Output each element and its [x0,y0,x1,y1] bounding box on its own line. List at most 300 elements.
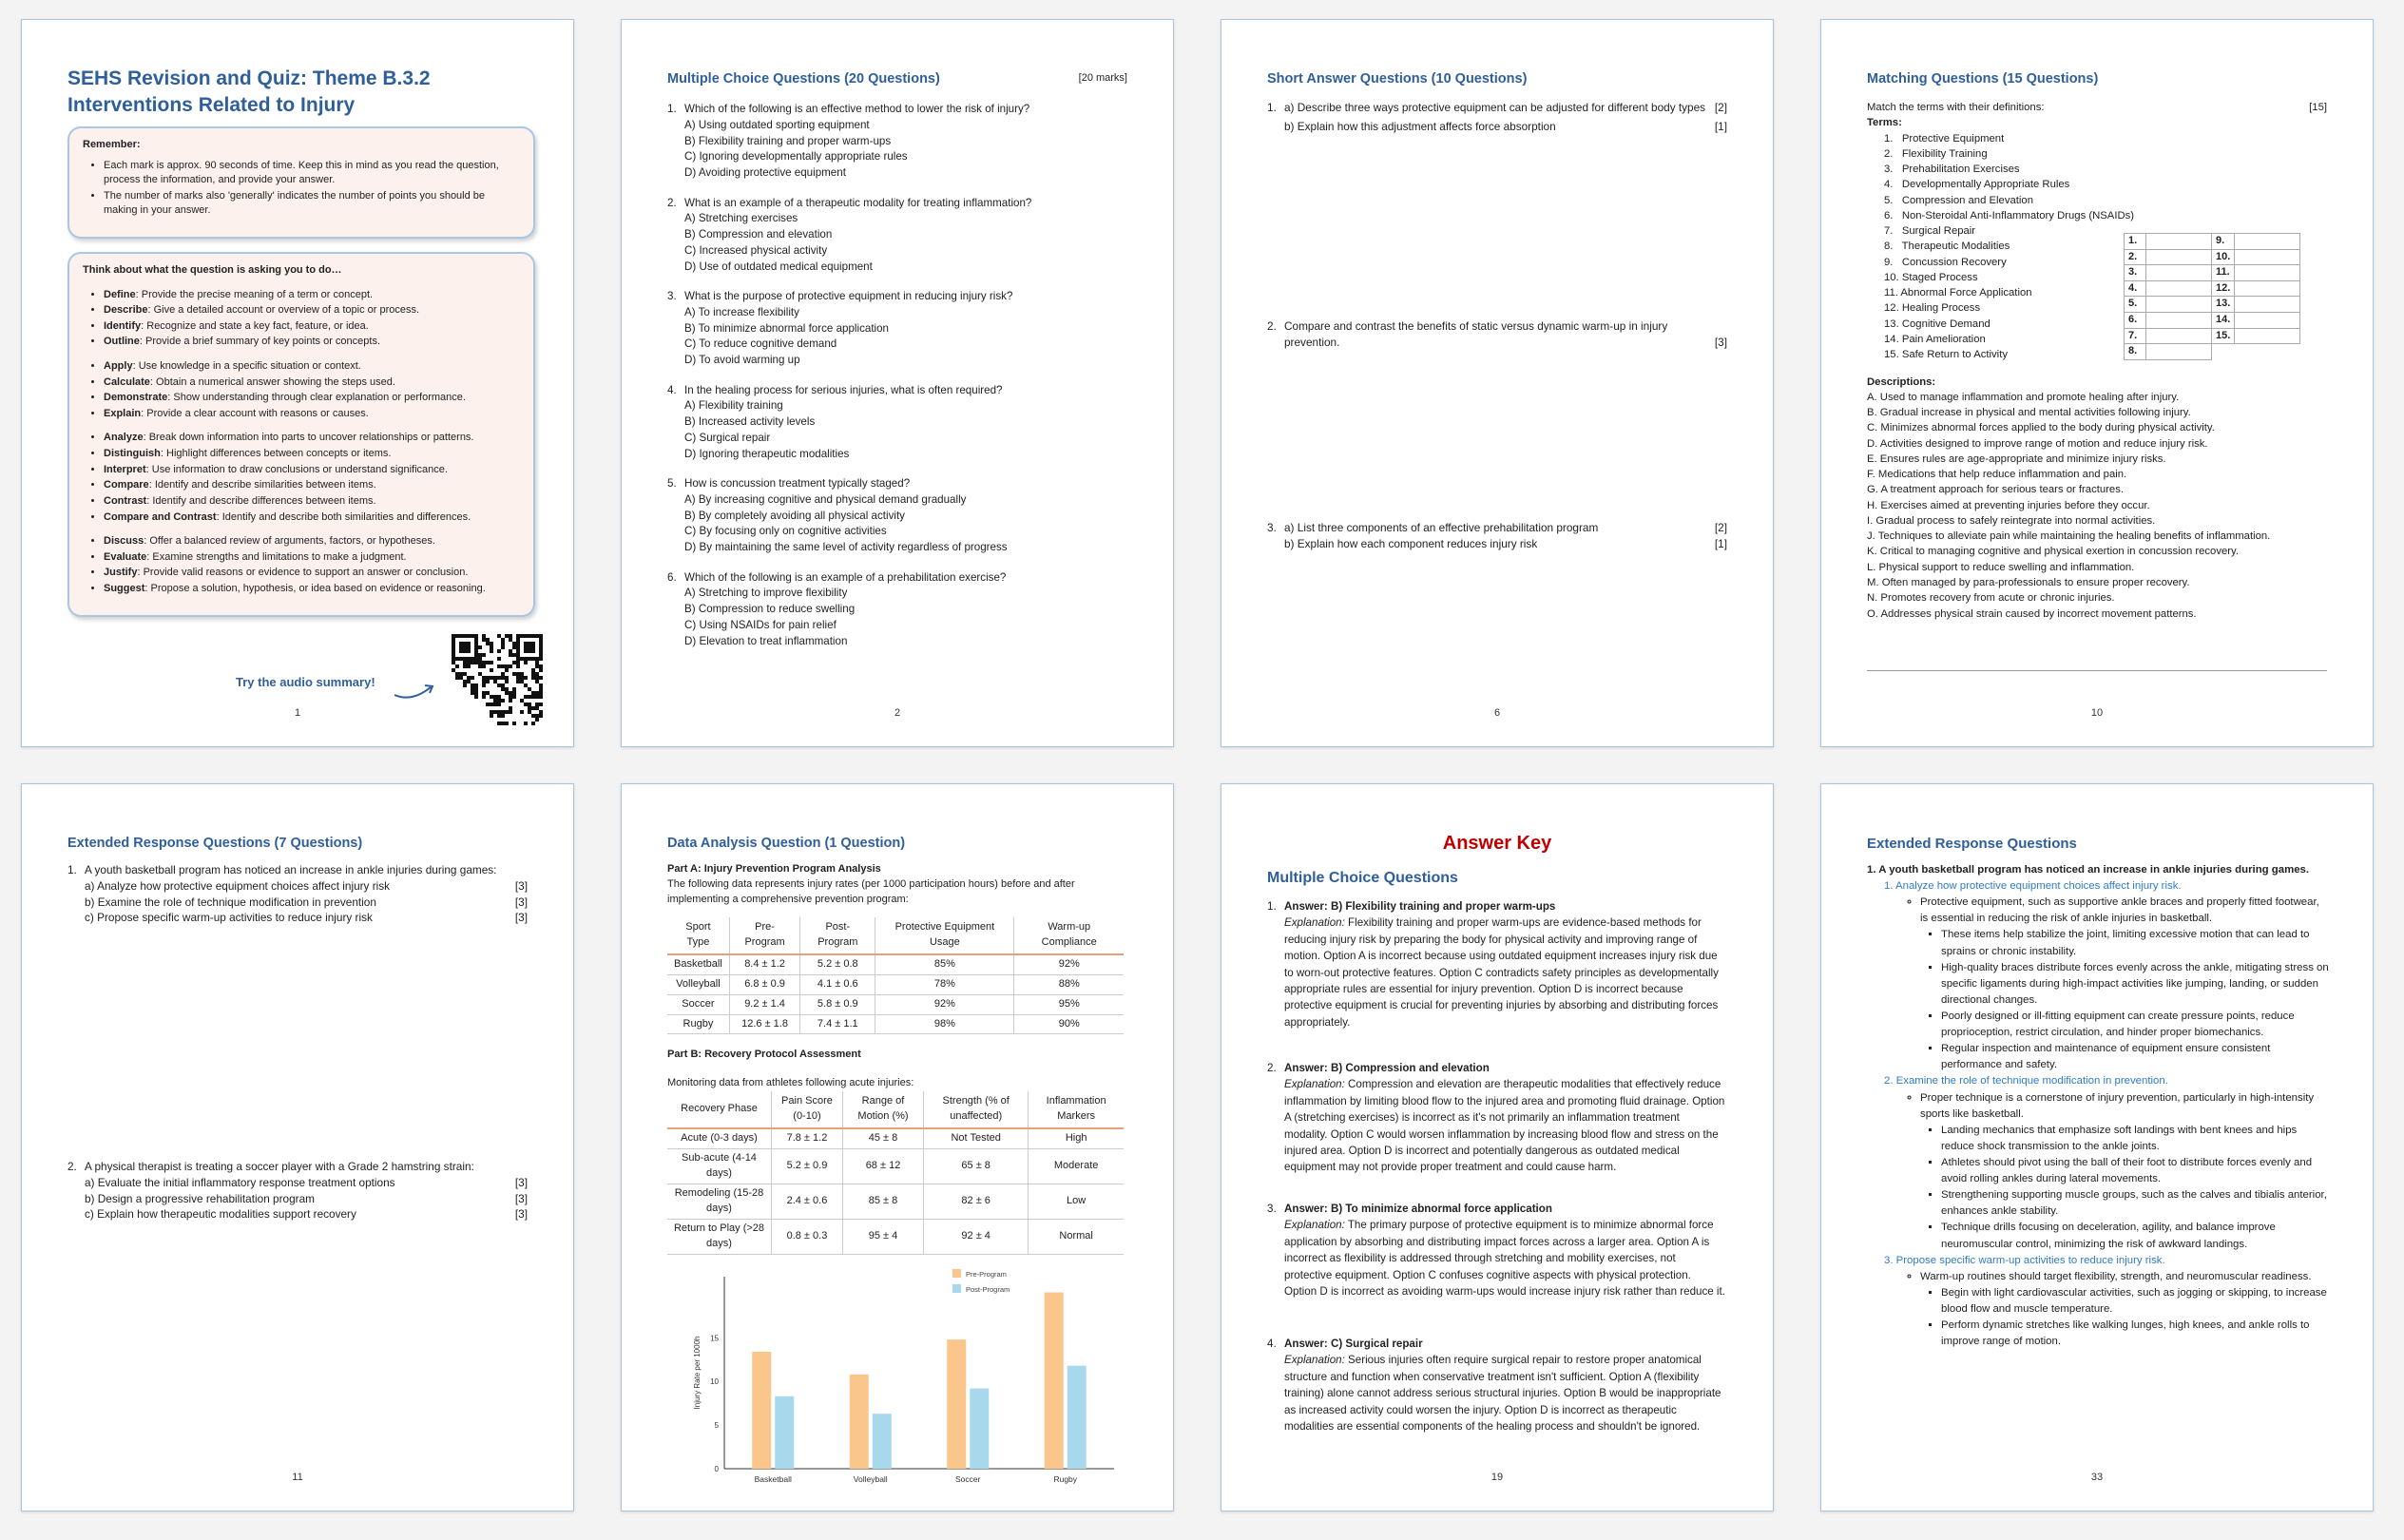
table-cell: 45 ± 8 [842,1128,923,1148]
command-term-item: • Justify: Provide valid reasons or evidence to support an answer or conclusion. [104,566,520,581]
command-terms-groups [83,288,520,597]
part-marks: [1] [1714,119,1727,133]
command-term-definition: Show understanding through clear explanation or performance. [173,392,466,404]
x-tick-label: Soccer [955,1474,981,1484]
answer-option: A) Stretching exercises [684,212,798,225]
answer-cell[interactable] [2235,234,2300,250]
mcq-question [667,196,1127,276]
page-number: 11 [292,1472,303,1484]
description-item: F. Medications that help reduce inflammation and pain. [1867,469,2127,481]
section-title: Extended Response Questions [1867,836,2077,852]
question-part [67,1206,528,1222]
mcq-question [667,570,1127,650]
description-item: M. Often managed by para-professionals to ensure proper recovery. [1867,576,2190,588]
answer-lead [1920,1269,2329,1351]
injury-rate-table [667,917,1124,1035]
description-item: O. Addresses physical strain caused by incorrect movement patterns. [1867,607,2197,620]
answer-number: 3. [1267,1203,1277,1215]
answer-option: D) Avoiding protective equipment [684,166,846,180]
term-item: 13. Cognitive Demand [1884,318,1991,330]
table-cell: 2.4 ± 0.6 [772,1184,843,1220]
command-term-item: • Apply: Use knowledge in a specific situation or context. [104,359,520,375]
page-10 [1820,19,2374,747]
remember-item: • The number of marks also 'generally' indicates the number of points you should be making in your answer. [104,189,520,219]
command-term-definition: Offer a balanced review of arguments, factors, or hypotheses. [149,535,435,548]
table-cell: 0.8 ± 0.3 [772,1219,843,1254]
part-text: c) Explain how therapeutic modalities support recovery [85,1207,356,1222]
table-row [667,1219,1124,1254]
answer-point: ▪ Begin with light cardiovascular activities, such as jogging or skipping, to increase blood flow and muscle temperature. [1941,1285,2329,1318]
command-term: Distinguish [104,448,161,460]
bar-rugby-0 [1045,1293,1064,1469]
answer-cell[interactable] [2235,313,2300,329]
term-item: 2. Flexibility Training [1884,147,1988,160]
command-terms-box [67,252,535,617]
answer-cell[interactable] [2146,297,2212,313]
part-text: b) Examine the role of technique modification in prevention [85,895,376,909]
extended-answer-question: 1. A youth basketball program has noticed an increase in ankle injuries during games. [1867,864,2310,876]
table-cell: 92% [875,994,1014,1014]
answer-option: C) Ignoring developmentally appropriate rules [684,150,908,164]
answer-explanation [1267,1352,1725,1434]
answer-option: D) Elevation to treat inflammation [684,634,848,647]
command-term-definition: Use information to draw conclusions or understand significance. [151,463,448,475]
terms-heading: Terms: [1867,117,1902,129]
answer-cell[interactable] [2146,344,2212,360]
page-number: 2 [894,707,901,720]
grid-number: 1. [2125,234,2146,250]
answer-key-subtitle: Multiple Choice Questions [1267,870,1458,886]
part-marks: [3] [514,895,528,909]
section-title: Data Analysis Question (1 Question) [667,836,906,851]
grid-number: 8. [2125,344,2146,360]
answer-option: C) By focusing only on cognitive activities [684,525,887,538]
answer-grid-row [2125,249,2300,265]
term-item: 6. Non-Steroidal Anti-Inflammatory Drugs (NSAIDs) [1884,209,2135,221]
part-marks: [3] [514,1175,528,1189]
descriptions-heading: Descriptions: [1867,375,1936,388]
table-cell: Acute (0-3 days) [667,1128,772,1148]
question-number: 1. [667,103,677,115]
term-item: 11. Abnormal Force Application [1884,287,2032,299]
command-term: Describe [104,304,148,317]
command-term-item: • Identify: Recognize and state a key fact, feature, or idea. [104,319,520,335]
grid-number: 12. [2212,280,2235,297]
answer-grid-row [2125,297,2300,313]
sub-question-heading: 3. Propose specific warm-up activities to reduce injury risk. [1884,1254,2165,1266]
question-part [67,910,528,926]
table-cell: 92% [1014,954,1124,974]
group-gap [83,422,520,431]
question-number: 2. [667,196,677,209]
table-cell: 85 ± 8 [842,1184,923,1220]
answer-cell[interactable] [2235,297,2300,313]
bar-volleyball-0 [850,1375,869,1469]
bar-basketball-1 [775,1396,794,1469]
answer-option: A) Flexibility training [684,399,783,413]
question-text: Which of the following is an example of a prehabilitation exercise? [684,570,1007,584]
page-6 [1221,19,1774,747]
command-term: Identify [104,319,142,332]
answer-option: B) Increased activity levels [684,415,816,429]
column-header: Inflammation Markers [1029,1091,1124,1128]
grid-number: 10. [2212,249,2235,265]
table-cell: 85% [875,954,1014,974]
answer-option: A) Stretching to improve flexibility [684,587,848,600]
column-header: Warm-up Compliance [1014,917,1124,954]
part-marks: [3] [514,878,528,893]
command-term-item: • Contrast: Identify and describe differences between items. [104,494,520,510]
command-term-definition: Examine strengths and limitations to make a judgment. [152,550,407,563]
question-part: a) List three components of an effective prehabilitation program [1284,521,1599,534]
part-marks: [3] [514,1207,528,1222]
command-term-item: • Interpret: Use information to draw conclusions or understand significance. [104,463,520,478]
term-item: 8. Therapeutic Modalities [1884,241,2010,253]
y-tick-label: 0 [714,1465,719,1473]
command-term-definition: Break down information into parts to uncover relationships or patterns. [148,432,474,444]
section-marks: [20 marks] [1078,72,1127,84]
command-term-group [83,359,520,421]
explanation-label: Explanation: [1284,1078,1345,1091]
table-row [667,994,1124,1014]
question-part [67,1175,528,1191]
part-b-title: Part B: Recovery Protocol Assessment [667,1049,861,1061]
section-title: Short Answer Questions (10 Questions) [1267,71,1528,87]
command-term-definition: Provide a brief summary of key points or concepts. [145,336,381,348]
answer-explanation [1267,1076,1725,1175]
answer-outline [1867,1090,2329,1253]
description-item: I. Gradual process to safely reintegrate into normal activities. [1867,514,2156,527]
part-a-intro: The following data represents injury rates (per 1000 participation hours) before and after implementing a comprehensive prevention program: [667,877,1075,905]
command-term: Discuss [104,535,144,548]
x-tick-label: Basketball [754,1474,792,1484]
table-cell: 92 ± 4 [924,1219,1029,1254]
table-cell: 5.2 ± 0.9 [772,1149,843,1184]
group-gap [83,351,520,359]
page-2 [621,19,1174,747]
remember-item: • Each mark is approx. 90 seconds of time. Keep this in mind as you read the question, process the information, and provide your answer. [104,159,520,188]
section-title: Multiple Choice Questions (20 Questions) [667,71,940,87]
grid-number: 4. [2125,280,2146,297]
short-answer-question-1 [1267,100,1727,135]
grid-number: 5. [2125,297,2146,313]
page-11 [21,783,574,1511]
answer-option: C) Using NSAIDs for pain relief [684,618,837,631]
explanation-text: Serious injuries often require surgical repair to restore proper anatomical structure and function when conservative treatment isn't sufficient. Option A (flexibility training) alone cannot address serious structural injuries. Option B would be inappropriate as increased activity could worsen the injury. Option D is incorrect as therapeutic modalities are essential components of the healing process and shouldn't be ignored. [1284,1354,1721,1433]
command-term: Analyze [104,432,144,444]
column-header: Recovery Phase [667,1091,772,1128]
grid-number: 14. [2212,313,2235,329]
sub-question-heading: 2. Examine the role of technique modification in prevention. [1884,1075,2168,1088]
table-cell: Remodeling (15-28 days) [667,1184,772,1220]
term-item: 4. Developmentally Appropriate Rules [1884,179,2070,191]
page-number: 1 [294,707,301,720]
answer-point: ▪ Athletes should pivot using the ball of their foot to distribute forces evenly and avoid rolling ankles during lateral movements. [1941,1155,2329,1187]
part-marks: [2] [1714,101,1727,114]
table-cell: 68 ± 12 [842,1149,923,1184]
command-term: Evaluate [104,550,147,563]
extended-question-1 [67,862,528,926]
command-term-group [83,534,520,596]
command-term-item: • Analyze: Break down information into parts to uncover relationships or patterns. [104,431,520,446]
part-marks: [2] [1714,521,1727,534]
answer-key-item [1267,1336,1725,1434]
section-title: Matching Questions (15 Questions) [1867,71,2099,87]
sub-question-heading: 1. Analyze how protective equipment choices affect injury risk. [1884,880,2182,893]
command-term-item: • Distinguish: Highlight differences between concepts or items. [104,447,520,462]
answer-lead-text: Protective equipment, such as supportive ankle braces and properly fitted footwear, is essential in reducing the risk of ankle injuries in basketball. [1920,896,2319,925]
answer-cell[interactable] [2235,280,2300,297]
command-term-definition: Recognize and state a key fact, feature, or idea. [146,319,369,332]
answer-outline [1867,895,2329,1073]
explanation-text: Flexibility training and proper warm-ups are evidence-based methods for reducing injury risk by preparing the body for physical activity and improving range of motion. Option A is incorrect because using outdated equipment increases injury risk due to worn-out protective features. Option C contradicts safety principles as developmentally appropriate rules are essential for injury prevention. Option D is incorrect because protective equipment is crucial for preventing injuries by absorbing and distributing forces appropriately. [1284,916,1719,1029]
description-item: K. Critical to managing cognitive and physical exertion in concussion recovery. [1867,546,2239,558]
question-stem: A physical therapist is treating a soccer player with a Grade 2 hamstring strain: [85,1160,474,1173]
description-item: H. Exercises aimed at preventing injuries before they occur. [1867,499,2150,511]
explanation-label: Explanation: [1284,1219,1345,1232]
table-header-row [667,917,1124,954]
answer-cell[interactable] [2235,265,2300,281]
answer-grid-row [2125,265,2300,281]
command-term-item: • Calculate: Obtain a numerical answer showing the steps used. [104,375,520,391]
command-term-item: • Suggest: Propose a solution, hypothesis, or idea based on evidence or reasoning. [104,582,520,597]
answer-lead [1920,1090,2329,1253]
answer-cell[interactable] [2146,313,2212,329]
mcq-question [667,102,1127,182]
audio-summary-link[interactable]: Try the audio summary! [236,675,375,689]
description-item: C. Minimizes abnormal forces applied to the body during physical activity. [1867,422,2215,434]
description-item: N. Promotes recovery from acute or chronic injuries. [1867,592,2115,605]
mcq-question [667,476,1127,556]
command-term: Outline [104,336,140,348]
answer-option: B) By completely avoiding all physical activity [684,509,905,522]
term-item: 15. Safe Return to Activity [1884,349,2008,361]
part-b-intro: Monitoring data from athletes following acute injuries: [667,1077,914,1089]
explanation-label: Explanation: [1284,916,1345,930]
part-a-title: Part A: Injury Prevention Program Analysis [667,863,881,875]
question-text: Which of the following is an effective method to lower the risk of injury? [684,103,1030,115]
y-tick-label: 10 [710,1377,719,1387]
table-cell: 7.4 ± 1.1 [800,1014,875,1034]
answer-cell[interactable] [2146,328,2212,344]
matching-marks: [15] [2309,102,2327,113]
description-item: E. Ensures rules are age-appropriate and minimize injury risks. [1867,452,2166,465]
answer-points [1920,1123,2329,1253]
answer-option: D) To avoid warming up [684,354,800,367]
grid-number: 6. [2125,313,2146,329]
command-term-definition: Obtain a numerical answer showing the steps used. [156,375,395,388]
answer-option: C) To reduce cognitive demand [684,337,837,351]
question-marks: [3] [1714,336,1727,349]
command-term-definition: Give a detailed account or overview of a topic or process. [153,304,420,317]
legend-label: Pre-Program [966,1270,1007,1279]
page-number: 6 [1493,707,1501,720]
command-term: Compare and Contrast [104,510,217,523]
answer-cell[interactable] [2235,249,2300,265]
answer-grid-row [2125,313,2300,329]
short-answer-question-3 [1267,520,1727,552]
table-cell: 6.8 ± 0.9 [729,974,799,994]
answer-key-title: Answer Key [1442,833,1552,854]
table-header-row [667,1091,1124,1128]
question-number: 2. [67,1160,77,1173]
question-text: How is concussion treatment typically staged? [684,477,911,490]
mcq-question [667,383,1127,463]
part-marks: [3] [514,911,528,925]
legend-swatch [952,1284,961,1293]
part-text: b) Design a progressive rehabilitation program [85,1191,315,1205]
table-cell: Rugby [667,1014,729,1034]
answer-explanation [1267,914,1725,1030]
command-term-definition: Propose a solution, hypothesis, or idea based on evidence or reasoning. [150,582,486,594]
command-term-definition: Highlight differences between concepts or items. [166,448,392,460]
command-term: Interpret [104,463,146,475]
table-row [667,1184,1124,1220]
arrow-icon [391,678,438,701]
answer-option: C) Increased physical activity [684,243,828,257]
answer-option: A) Using outdated sporting equipment [684,118,870,131]
command-term-group [83,431,520,525]
command-term-definition: Provide valid reasons or evidence to support an answer or conclusion. [143,567,469,579]
table-cell: Not Tested [924,1128,1029,1148]
description-item: J. Techniques to alleviate pain while maintaining the healing benefits of inflammation. [1867,530,2271,543]
question-text: What is the purpose of protective equipment in reducing injury risk? [684,290,1013,302]
column-header: Post-Program [800,917,875,954]
question-part: b) Explain how this adjustment affects force absorption [1284,119,1556,133]
table-cell: Soccer [667,994,729,1014]
part-text: c) Propose specific warm-up activities to reduce injury risk [85,911,373,925]
legend-label: Post-Program [966,1285,1010,1294]
question-part [67,1191,528,1207]
page-19 [1221,783,1774,1511]
command-terms-heading: Think about what the question is asking you to do… [83,264,342,276]
answer-point: ▪ Regular inspection and maintenance of equipment ensure consistent performance and safety. [1941,1041,2329,1073]
table-cell: 88% [1014,974,1124,994]
answer-key-item [1267,1060,1725,1176]
y-tick-label: 15 [710,1334,719,1343]
question-number: 5. [667,477,677,490]
answer-heading: Answer: B) Compression and elevation [1284,1062,1490,1074]
table-cell: 4.1 ± 0.6 [800,974,875,994]
answer-lead-text: Warm-up routines should target flexibility, strength, and neuromuscular readiness. [1920,1270,2312,1282]
descriptions-list [1867,390,2327,622]
matching-intro: Match the terms with their definitions: [1867,102,2045,113]
answer-cell[interactable] [2146,234,2212,250]
answer-option: B) To minimize abnormal force application [684,321,890,335]
table-row [667,1014,1124,1034]
question-text: What is an example of a therapeutic modality for treating inflammation? [684,196,1032,209]
command-term: Suggest [104,582,145,594]
table-row [667,974,1124,994]
answer-grid-row [2125,234,2300,250]
grid-number: 2. [2125,249,2146,265]
table-cell: Normal [1029,1219,1124,1254]
page-number: 33 [2090,1472,2104,1484]
question-number: 2. [1267,319,1277,333]
page-number: 19 [1490,1472,1504,1484]
table-cell: 95 ± 4 [842,1219,923,1254]
page-1 [21,19,574,747]
description-item: B. Gradual increase in physical and mental activities following injury. [1867,407,2191,419]
command-term-item: • Compare: Identify and describe similarities between items. [104,478,520,493]
part-marks: [3] [514,1191,528,1205]
answer-explanation [1267,1217,1725,1299]
description-item: G. A treatment approach for serious tears or fractures. [1867,484,2124,496]
command-term-item: • Demonstrate: Show understanding through clear explanation or performance. [104,391,520,406]
bar-soccer-0 [947,1339,966,1469]
answer-cell[interactable] [2235,328,2300,344]
command-term: Explain [104,407,142,419]
answer-heading: Answer: B) Flexibility training and proper warm-ups [1284,900,1556,913]
answer-cell[interactable] [2146,280,2212,297]
question-part [67,878,528,895]
grid-number: 15. [2212,328,2235,344]
table-cell: Sub-acute (4-14 days) [667,1149,772,1184]
answer-point: ▪ Strengthening supporting muscle groups, such as the calves and tibialis anterior, enhances ankle stability. [1941,1187,2329,1220]
page-33 [1820,783,2374,1511]
term-item: 3. Prehabilitation Exercises [1884,164,2020,176]
answer-option: B) Compression and elevation [684,228,833,241]
answer-cell[interactable] [2146,265,2212,281]
command-term-group [83,288,520,350]
question-number: 4. [667,383,677,396]
table-cell: 7.8 ± 1.2 [772,1128,843,1148]
term-item: 7. Surgical Repair [1884,225,1976,238]
bar-volleyball-1 [873,1414,892,1469]
command-term-item: • Compare and Contrast: Identify and describe both similarities and differences. [104,510,520,526]
term-item: 1. Protective Equipment [1884,132,2005,144]
answer-outline [1867,1269,2329,1351]
term-item: 12. Healing Process [1884,302,1981,315]
table-cell: 65 ± 8 [924,1149,1029,1184]
extended-question-2 [67,1159,528,1222]
injury-rate-bar-chart [667,1267,1133,1486]
table-cell: 12.6 ± 1.8 [729,1014,799,1034]
table-cell: High [1029,1128,1124,1148]
answer-option: D) Ignoring therapeutic modalities [684,447,850,460]
question-part: a) Describe three ways protective equipment can be adjusted for different body types [1284,101,1706,114]
grid-number: 7. [2125,328,2146,344]
question-text: Compare and contrast the benefits of static versus dynamic warm-up in injury prevention. [1284,319,1668,349]
answer-option: D) Use of outdated medical equipment [684,260,873,273]
table-row [667,954,1124,974]
answer-cell[interactable] [2146,249,2212,265]
command-term-definition: Provide a clear account with reasons or causes. [146,407,369,419]
question-part [67,895,528,911]
table-cell: Volleyball [667,974,729,994]
answer-option: C) Surgical repair [684,431,771,444]
question-number: 3. [667,290,677,302]
answer-number: 2. [1267,1062,1277,1074]
table-cell: 8.4 ± 1.2 [729,954,799,974]
table-cell: 78% [875,974,1014,994]
x-tick-label: Volleyball [853,1474,888,1484]
command-term-definition: Provide the precise meaning of a term or concept. [141,288,374,300]
term-item: 10. Staged Process [1884,271,1978,283]
remember-heading: Remember: [83,139,141,150]
explanation-label: Explanation: [1284,1354,1345,1367]
part-text: a) Analyze how protective equipment choices affect injury risk [85,878,391,893]
table-cell: 5.8 ± 0.9 [800,994,875,1014]
answer-point: ▪ High-quality braces distribute forces evenly across the ankle, mitigating stress on specific ligaments during high-impact activities like jumping, landing, or sudden directional changes. [1941,960,2329,1009]
command-term-item: • Evaluate: Examine strengths and limitations to make a judgment. [104,550,520,566]
command-term-definition: Use knowledge in a specific situation or context. [138,360,361,373]
bar-basketball-0 [752,1352,771,1469]
remember-box [67,126,535,239]
command-term: Apply [104,360,133,373]
description-item: D. Activities designed to improve range of motion and reduce injury risk. [1867,437,2208,450]
command-term-item: • Define: Provide the precise meaning of a term or concept. [104,288,520,303]
